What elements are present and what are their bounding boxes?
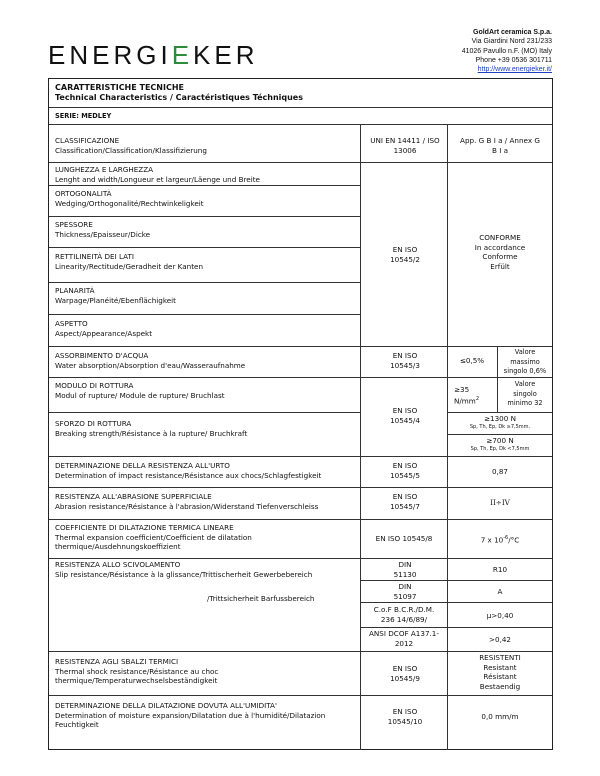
moisture-value: 0,0 mm/m: [481, 712, 519, 721]
expansion-norm: EN ISO 10545/8: [375, 534, 433, 543]
logo-accent-letter: E: [171, 40, 194, 70]
slip-norm-cof: C.o.F B.C.R./D.M. 236 14/6/89/: [373, 605, 435, 624]
address-line-2: 41026 Pavullo n.F. (MO) Italy: [461, 47, 552, 55]
rupture-norm: EN ISO 10545/4: [390, 406, 420, 425]
impact-label: DETERMINAZIONE DELLA RESISTENZA ALL'URTO Determination of impact resistance/Résistance aux chocs/Schlagfestigkeit: [55, 461, 322, 480]
flatness-label: PLANARITÀ Warpage/Planéité/Ebenflächigkeit: [55, 286, 176, 305]
rupture-value: ≥35 $N/mm^2$: [454, 385, 479, 405]
slip-value-cof: µ>0,40: [486, 611, 514, 620]
moisture-label: DETERMINAZIONE DELLA DILATAZIONE DOVUTA ALL'UMIDITA' Determination of moisture expansion/Dilatation due à l'humidité/Dilatazion Feuchtigkeit: [55, 701, 326, 730]
rupture-note: Valore singolo minimo 32: [507, 380, 543, 408]
breaking-label: SFORZO DI ROTTURA Breaking strength/Résistance à la rupture/ Bruchkraft: [55, 419, 248, 438]
thickness-label: SPESSORE Thickness/Epaisseur/Dicke: [55, 220, 151, 239]
abrasion-norm: EN ISO 10545/7: [390, 492, 420, 511]
brand-logo: ENERGIEKER: [48, 40, 259, 70]
slip-norm-ansi: ANSI DCOF A137.1- 2012: [369, 629, 439, 648]
website-link[interactable]: http://www.energieker.it/: [477, 66, 552, 74]
slip-norm-din51130: DIN 51130: [393, 560, 417, 579]
classification-value: App. G B I a / Annex G B I a: [460, 136, 540, 155]
breaking-value-2: ≥700 N Sp, Th, Ep, Dk <7,5mm: [470, 436, 530, 452]
phone: Phone +39 0536 301711: [475, 56, 552, 64]
impact-value: 0,87: [491, 467, 508, 476]
orthogonality-label: ORTOGONALITÀ Wedging/Orthogonalité/Rechtwinkeligkeit: [55, 189, 204, 208]
dimensional-conformity: CONFORME In accordance Conforme Erfült: [474, 233, 526, 271]
absorption-note: Valore massimo singolo 0,6%: [503, 348, 547, 376]
slip-value-a: A: [497, 587, 503, 596]
address-line-1: Via Giardini Nord 231/233: [471, 38, 552, 46]
expansion-label: COEFFICIENTE DI DILATAZIONE TERMICA LINEARE Thermal expansion coefficient/Coefficient de dilatation thermique/Ausdehnungskoeffizient: [55, 523, 252, 552]
moisture-norm: EN ISO 10545/10: [387, 707, 423, 726]
aspect-label: ASPETTO Aspect/Appearance/Aspekt: [55, 319, 153, 338]
absorption-label: ASSORBIMENTO D'ACQUA Water absorption/Absorption d'eau/Wasseraufnahme: [55, 351, 246, 370]
abrasion-value: II÷IV: [490, 498, 510, 507]
slip-barefoot-label: /Trittsicherheit Barfussbereich: [207, 594, 315, 603]
slip-value-dcof: >0,42: [488, 635, 512, 644]
slip-norm-din51097: DIN 51097: [393, 582, 417, 601]
thermal-shock-label: RESISTENZA AGLI SBALZI TERMICI Thermal shock resistance/Résistance au choc thermique/Temperaturwechselsbeständigkeit: [55, 657, 219, 686]
dimensional-norm: EN ISO 10545/2: [390, 245, 420, 264]
classification-norm: UNI EN 14411 / ISO 13006: [370, 136, 440, 155]
breaking-value-1: ≥1300 N Sp, Th, Ep, Dk ≥7,5mm.: [469, 414, 531, 430]
technical-sheet: [48, 78, 553, 750]
series-label: SERIE: MEDLEY: [55, 112, 112, 120]
rupture-label: MODULO DI ROTTURA Modul of rupture/ Module de rupture/ Bruchlast: [55, 381, 225, 400]
absorption-norm: EN ISO 10545/3: [390, 351, 420, 370]
thermal-shock-value: RESISTENTI Resistant Résistant Bestaendig: [479, 653, 521, 691]
slip-value-r10: R10: [492, 565, 508, 574]
slip-label: RESISTENZA ALLO SCIVOLAMENTO Slip resistance/Résistance à la glissance/Trittischerheit Gewerbebereich: [55, 560, 313, 579]
sheet-title: CARATTERISTICHE TECNICHE Technical Characteristics / Caractéristiques Téchniques: [55, 83, 303, 102]
company-info: [462, 28, 552, 74]
impact-norm: EN ISO 10545/5: [390, 461, 420, 480]
straightness-label: RETTILINEITÀ DEI LATI Linearity/Rectitude/Geradheit der Kanten: [55, 252, 204, 271]
expansion-value: 7 x $10^{-6}/^\circ C$: [480, 535, 520, 545]
thermal-shock-norm: EN ISO 10545/9: [390, 664, 420, 683]
lengths-label: LUNGHEZZA E LARGHEZZA Lenght and width/Longueur et largeur/Läenge und Breite: [55, 165, 260, 184]
classification-label: CLASSIFICAZIONE Classification/Classification/Klassifizierung: [55, 136, 207, 155]
absorption-value: ≤0,5%: [459, 356, 485, 365]
abrasion-label: RESISTENZA ALL'ABRASIONE SUPERFICIALE Abrasion resistance/Résistance à l'abrasion/Widerstand Tiefenverschleiss: [55, 492, 319, 511]
company-name: GoldArt ceramica S.p.a.: [473, 29, 552, 36]
